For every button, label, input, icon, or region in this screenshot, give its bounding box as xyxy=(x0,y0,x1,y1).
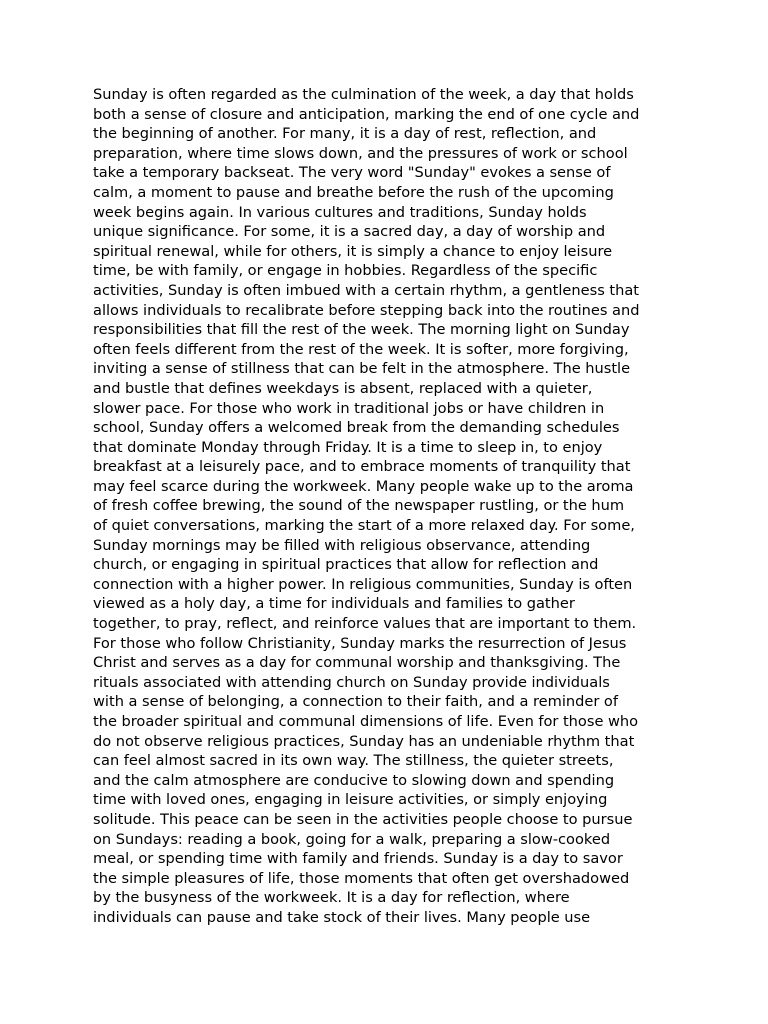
document-page xyxy=(93,85,675,928)
body-paragraph: Sunday is often regarded as the culmination of the week, a day that holds both a sense of closure and anticipation, marking the end of one cycle and the beginning of another. For many, it is a day of rest, reflection, and preparation, where time slows down, and the pressures of work or school take a temporary backseat. The very word "Sunday" evokes a sense of calm, a moment to pause and breathe before the rush of the upcoming week begins again. In various cultures and traditions, Sunday holds unique significance. For some, it is a sacred day, a day of worship and spiritual renewal, while for others, it is simply a chance to enjoy leisure time, be with family, or engage in hobbies. Regardless of the specific activities, Sunday is often imbued with a certain rhythm, a gentleness that allows individuals to recalibrate before stepping back into the routines and responsibilities that fill the rest of the week. The morning light on Sunday often feels different from the rest of the week. It is softer, more forgiving, inviting a sense of stillness that can be felt in the atmosphere. The hustle and bustle that defines weekdays is absent, replaced with a quieter, slower pace. For those who work in traditional jobs or have children in school, Sunday offers a welcomed break from the demanding schedules that dominate Monday through Friday. It is a time to sleep in, to enjoy breakfast at a leisurely pace, and to embrace moments of tranquility that may feel scarce during the workweek. Many people wake up to the aroma of fresh coffee brewing, the sound of the newspaper rustling, or the hum of quiet conversations, marking the start of a more relaxed day. For some, Sunday mornings may be filled with religious observance, attending church, or engaging in spiritual practices that allow for reflection and connection with a higher power. In religious communities, Sunday is often viewed as a holy day, a time for individuals and families to gather together, to pray, reflect, and reinforce values that are important to them. For those who follow Christianity, Sunday marks the resurrection of Jesus Christ and serves as a day for communal worship and thanksgiving. The rituals associated with attending church on Sunday provide individuals with a sense of belonging, a connection to their faith, and a reminder of the broader spiritual and communal dimensions of life. Even for those who do not observe religious practices, Sunday has an undeniable rhythm that can feel almost sacred in its own way. The stillness, the quieter streets, and the calm atmosphere are conducive to slowing down and spending time with loved ones, engaging in leisure activities, or simply enjoying solitude. This peace can be seen in the activities people choose to pursue on Sundays: reading a book, going for a walk, preparing a slow-cooked meal, or spending time with family and friends. Sunday is a day to savor the simple pleasures of life, those moments that often get overshadowed by the busyness of the workweek. It is a day for reflection, where individuals can pause and take stock of their lives. Many people use xyxy=(93,86,640,926)
